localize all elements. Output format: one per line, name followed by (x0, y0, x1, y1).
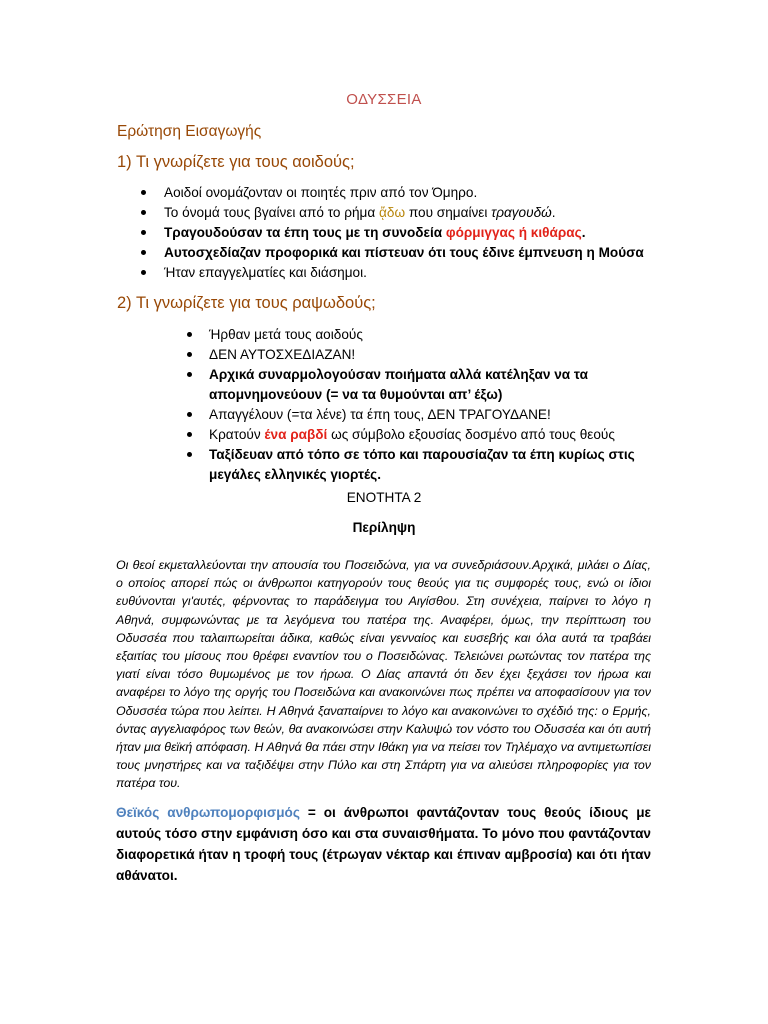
highlight-text: ᾄδω (379, 205, 406, 220)
bullet-icon (187, 332, 192, 337)
bullet-icon (141, 210, 146, 215)
highlight-text: ένα ραβδί (264, 427, 328, 442)
question-1-list (164, 183, 704, 283)
bullet-icon (187, 372, 192, 377)
question-2-list (209, 325, 649, 485)
list-item: Ήρθαν μετά τους αοιδούς (209, 325, 649, 345)
list-item: Απαγγέλουν (=τα λένε) τα έπη τους, ΔΕΝ ΤΡΑΓΟΥΔΑΝΕ! (209, 405, 649, 425)
question-1-heading: 1) Τι γνωρίζετε για τους αοιδούς; (117, 153, 355, 171)
bullet-icon (187, 452, 192, 457)
list-item: ΔΕΝ ΑΥΤΟΣΧΕΔΙΑΖΑΝ! (209, 345, 649, 365)
concept-definition: = οι άνθρωποι φαντάζονταν τους θεούς ίδιους με αυτούς τόσο στην εμφάνιση όσο και στα συναισθήματα. Το μόνο που φαντάζονταν διαφορετικά ήταν η τροφή τους (έτρωγαν νέκταρ και έπιναν αμβροσία) και ότι ήταν αθάνατοι. (116, 805, 651, 883)
bullet-icon (141, 230, 146, 235)
summary-paragraph: Οι θεοί εκμεταλλεύονται την απουσία του Ποσειδώνα, για να συνεδριάσουν.Αρχικά, μιλάει ο Δίας, ο οποίος απορεί πώς οι άνθρωποι κατηγορούν τους θεούς για τις συμφορές τους, ενώ οι ίδιοι ευθύνονται γι'αυτές, φέρνοντας το παράδειγμα του Αιγίσθου. Στη συνέχεια, παίρνει το λόγο η Αθηνά, συμφωνώντας με τα λεγόμενα του πατέρα της. Αναφέρει, όμως, την περίπτωση του Οδυσσέα που ταλαιπωρείται άδικα, καθώς είναι γενναίος και ευσεβής και όλα αυτά τα τραβάει εξαιτίας του μίσους που θρέφει εναντίον του ο Ποσειδώνας. Τελειώνει ρωτώντας τον πατέρα της γιατί είναι τόσο θυμωμένος με τον ήρωα. Ο Δίας απαντά ότι δεν έχει ξεχάσει τον ήρωα και αναφέρει το λόγο της οργής του Ποσειδώνα και ανακοινώνει πως πρέπει να αποφασίσουν για τον Οδυσσέα τώρα που λείπει. Η Αθηνά ξαναπαίρνει το λόγο και ανακοινώνει το σχέδιό της: ο Ερμής, όντας αγγελιαφόρος των θεών, θα ανακοινώσει στην Καλυψώ τον νόστο του Οδυσσέα και ότι αυτή ήταν μια θεϊκή απόφαση. Η Αθηνά θα πάει στην Ιθάκη για να πείσει τον Τηλέμαχο να αντιμετωπίσει τους μνηστήρες και να ταξιδέψει στην Πύλο και στη Σπάρτη για να αλιεύσει πληροφορίες για τον πατέρα του. (116, 558, 651, 791)
section-subheading: Ερώτηση Εισαγωγής (117, 123, 262, 140)
bullet-icon (141, 250, 146, 255)
bullet-icon (141, 270, 146, 275)
list-item: Αρχικά συναρμολογούσαν ποιήματα αλλά κατέληξαν να τα απομνημονεύουν (= να τα θυμούνται απ’ έξω) (209, 365, 649, 405)
concept-term: Θεϊκός ανθρωπομορφισμός (116, 805, 300, 820)
list-item: Αοιδοί ονομάζονταν οι ποιητές πριν από τον Όμηρο. (164, 183, 704, 203)
bullet-icon (141, 190, 146, 195)
list-item: Τραγουδούσαν τα έπη τους με τη συνοδεία φόρμιγγας ή κιθάρας. (164, 223, 704, 243)
list-item: Κρατούν ένα ραβδί ως σύμβολο εξουσίας δοσμένο από τους θεούς (209, 425, 649, 445)
list-item: Ήταν επαγγελματίες και διάσημοι. (164, 263, 704, 283)
concept-paragraph (116, 802, 651, 886)
highlight-text: φόρμιγγας ή κιθάρας (445, 225, 582, 240)
list-item: Το όνομά τους βγαίνει από το ρήμα ᾄδω που σημαίνει τραγουδώ. (164, 203, 704, 223)
bullet-icon (187, 432, 192, 437)
bullet-icon (187, 352, 192, 357)
bullet-icon (187, 412, 192, 417)
question-2-heading: 2) Τι γνωρίζετε για τους ραψωδούς; (117, 294, 376, 312)
list-item: Ταξίδευαν από τόπο σε τόπο και παρουσίαζαν τα έπη κυρίως στις μεγάλες ελληνικές γιορτές. (209, 445, 649, 485)
summary-heading: Περίληψη (352, 520, 416, 535)
document-title: ΟΔΥΣΣΕΙΑ (346, 91, 422, 108)
unit-heading: ΕΝΟΤΗΤΑ 2 (346, 490, 422, 505)
list-item: Αυτοσχεδίαζαν προφορικά και πίστευαν ότι τους έδινε έμπνευση η Μούσα (164, 243, 704, 263)
